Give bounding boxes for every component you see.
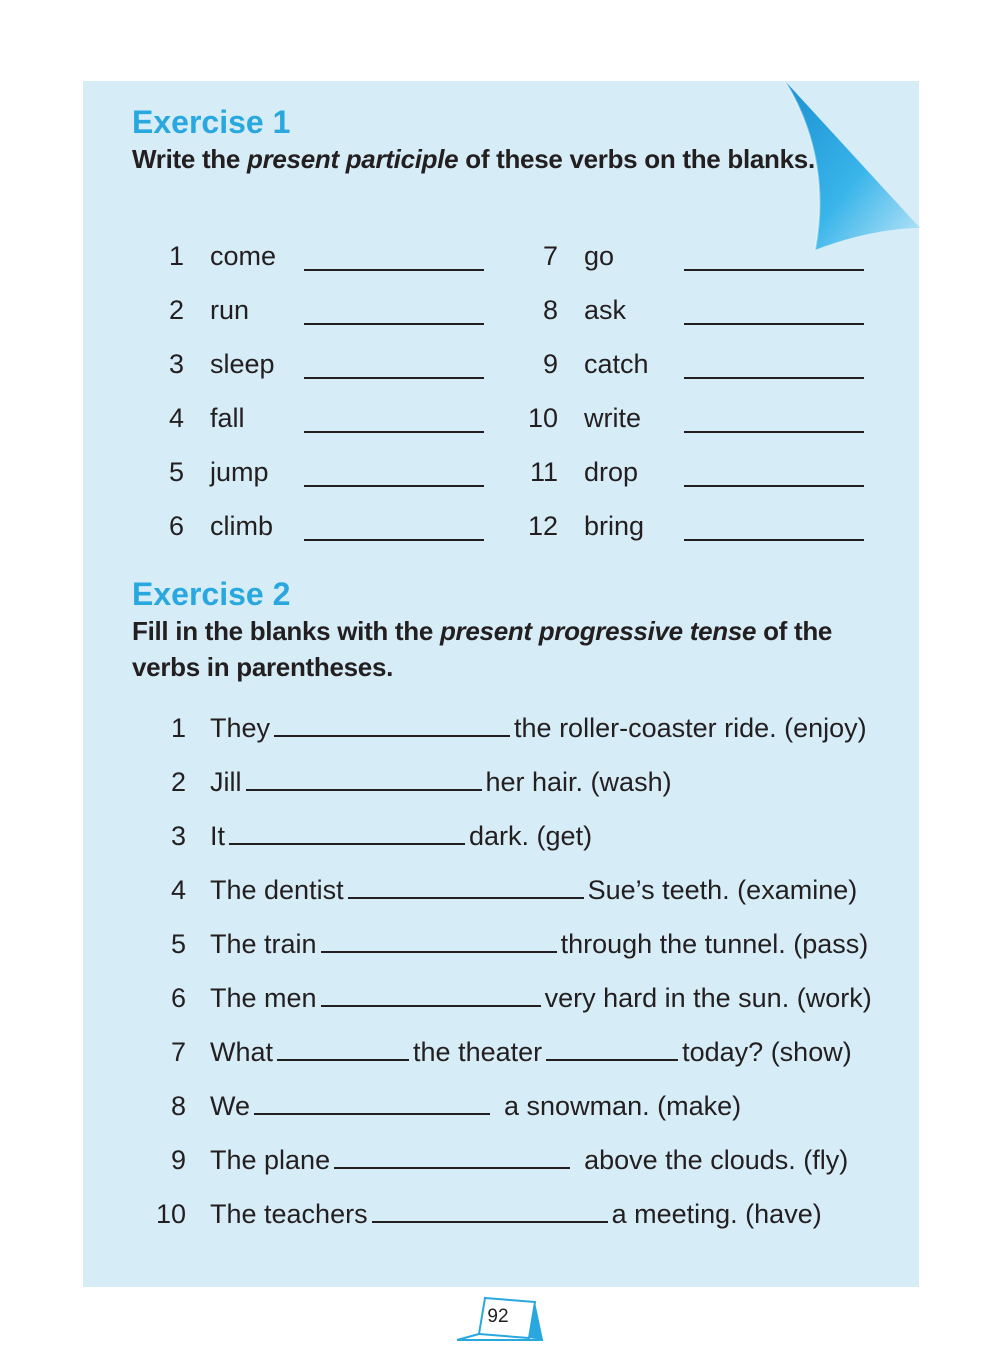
exercise-1-title: Exercise 1 — [132, 104, 291, 140]
item-word: run — [210, 295, 250, 325]
item-word: go — [584, 241, 615, 271]
item-word: ask — [584, 295, 627, 325]
item-number: 5 — [168, 457, 184, 487]
answer-blank[interactable] — [274, 713, 510, 737]
answer-blank[interactable] — [684, 539, 864, 541]
sentence: Jill her hair. (wash) — [210, 767, 672, 797]
item-number: 2 — [170, 767, 186, 797]
item-number: 1 — [170, 713, 186, 743]
item-number: 10 — [155, 1199, 186, 1229]
sentence: The dentist Sue’s teeth. (examine) — [210, 875, 858, 905]
answer-blank[interactable] — [684, 269, 864, 271]
item-word: jump — [210, 457, 269, 487]
list-item — [150, 1088, 930, 1124]
sentence: They the roller-coaster ride. (enjoy) — [210, 713, 867, 743]
answer-blank[interactable] — [304, 431, 484, 433]
exercise-2-instruction: Fill in the blanks with the present progressive tense of the verbs in parentheses. — [132, 616, 833, 682]
answer-blank[interactable] — [254, 1091, 490, 1115]
item-number: 11 — [529, 457, 558, 487]
exercise-1-instruction: Write the present participle of these verbs on the blanks. — [132, 144, 815, 174]
answer-blank[interactable] — [304, 539, 484, 541]
item-word: climb — [210, 511, 274, 541]
answer-blank[interactable] — [334, 1145, 570, 1169]
page-number: 92 — [487, 1306, 509, 1327]
item-word: catch — [584, 349, 649, 379]
list-item — [150, 818, 930, 854]
list-item — [150, 1196, 930, 1232]
list-item — [150, 764, 930, 800]
answer-blank[interactable] — [246, 767, 482, 791]
list-item — [150, 1142, 930, 1178]
sentence: The men very hard in the sun. (work) — [210, 983, 872, 1013]
list-item — [150, 872, 930, 908]
answer-blank[interactable] — [229, 821, 465, 845]
item-number: 6 — [168, 511, 184, 541]
item-number: 7 — [542, 241, 558, 271]
item-number: 8 — [170, 1091, 186, 1121]
item-number: 4 — [168, 403, 184, 433]
answer-blank[interactable] — [372, 1199, 608, 1223]
answer-blank[interactable] — [304, 377, 484, 379]
answer-blank[interactable] — [304, 269, 484, 271]
item-word: fall — [210, 403, 245, 433]
answer-blank-2[interactable] — [546, 1037, 678, 1061]
item-word: write — [584, 403, 642, 433]
sentence: The teachers a meeting. (have) — [210, 1199, 822, 1229]
list-item — [150, 980, 930, 1016]
exercise-2-title: Exercise 2 — [132, 576, 291, 612]
item-number: 3 — [170, 821, 186, 851]
item-number: 8 — [542, 295, 558, 325]
answer-blank[interactable] — [321, 929, 557, 953]
item-number: 9 — [170, 1145, 186, 1175]
answer-blank[interactable] — [684, 431, 864, 433]
sentence: What the theater today? (show) — [210, 1037, 852, 1067]
item-number: 12 — [527, 511, 558, 541]
answer-blank[interactable] — [304, 323, 484, 325]
item-number: 3 — [168, 349, 184, 379]
sentence: The plane above the clouds. (fly) — [210, 1145, 849, 1175]
item-number: 6 — [170, 983, 186, 1013]
item-word: come — [210, 241, 277, 271]
answer-blank[interactable] — [321, 983, 541, 1007]
item-number: 1 — [168, 241, 184, 271]
sentence: The train through the tunnel. (pass) — [210, 929, 869, 959]
answer-blank-1[interactable] — [277, 1037, 409, 1061]
answer-blank[interactable] — [684, 485, 864, 487]
item-word: drop — [584, 457, 639, 487]
item-number: 9 — [542, 349, 558, 379]
list-item — [150, 1034, 930, 1070]
item-number: 2 — [168, 295, 184, 325]
sentence: We a snowman. (make) — [210, 1091, 742, 1121]
item-number: 10 — [527, 403, 558, 433]
item-number: 5 — [170, 929, 186, 959]
sentence: It dark. (get) — [210, 821, 593, 851]
item-number: 7 — [170, 1037, 186, 1067]
list-item — [150, 926, 930, 962]
answer-blank[interactable] — [684, 377, 864, 379]
list-item — [150, 710, 930, 746]
answer-blank[interactable] — [684, 323, 864, 325]
item-word: sleep — [210, 349, 275, 379]
item-number: 4 — [170, 875, 186, 905]
answer-blank[interactable] — [348, 875, 584, 899]
item-word: bring — [584, 511, 645, 541]
answer-blank[interactable] — [304, 485, 484, 487]
